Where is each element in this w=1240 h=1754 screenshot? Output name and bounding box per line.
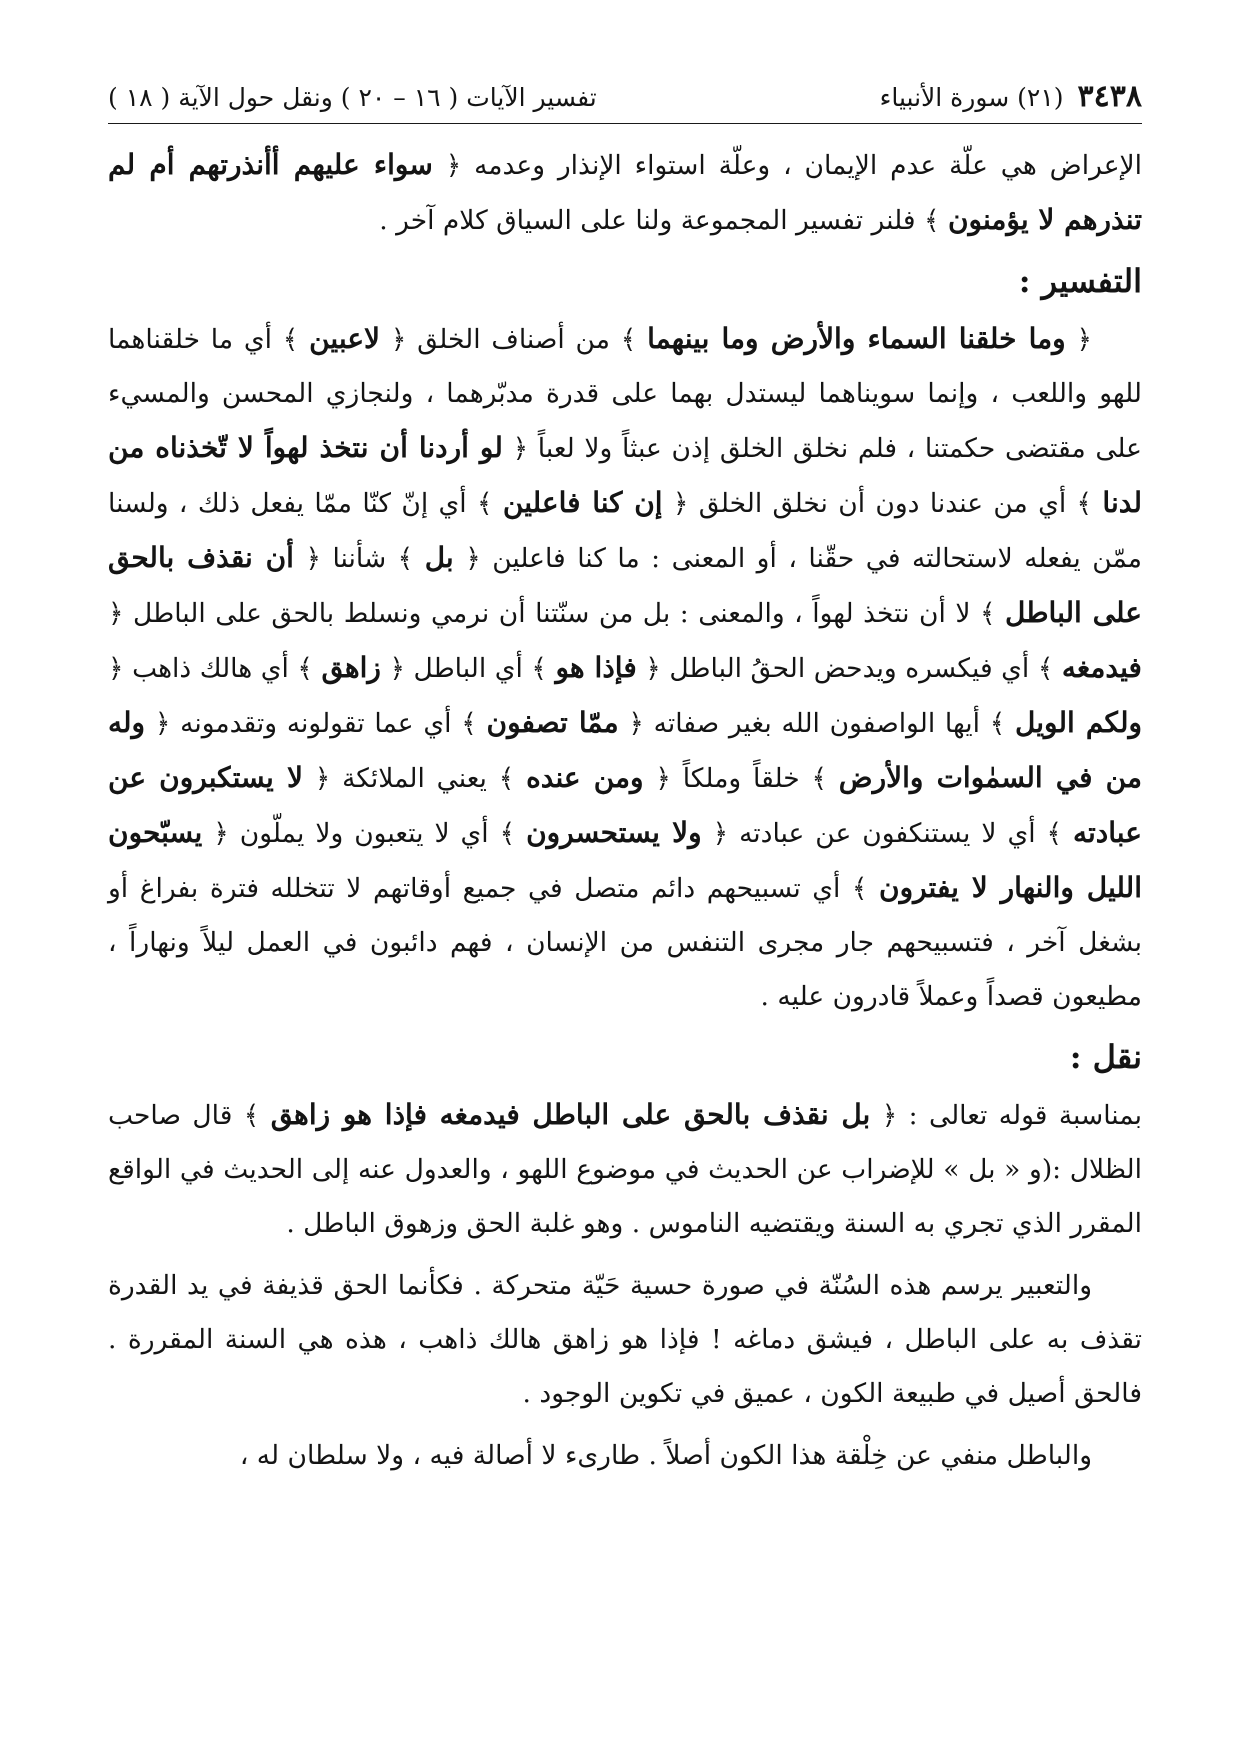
page-body bbox=[108, 138, 1142, 1483]
running-header bbox=[108, 78, 1142, 124]
naql-heading: نقل : bbox=[1069, 1038, 1142, 1076]
verse-quote: ممّا تصفون bbox=[486, 706, 619, 739]
commentary-text: ﴾ أي لا يتعبون ولا يملّون ﴿ bbox=[213, 818, 516, 849]
verse-quote: ولكم الويل bbox=[1015, 706, 1143, 739]
intro-verse: سواء عليهم أأنذرتهم أم لم تنذرهم لا يؤمنون bbox=[108, 148, 1142, 236]
commentary-text: ﴾ أي إنّ كنّا ممّا يفعل ذلك ، ولسنا ممّن يفعله لاستحالته في حقّنا ، أو المعنى : ما كنا فاعلين ﴿ bbox=[108, 488, 1142, 574]
tafsir-heading: التفسير : bbox=[1018, 262, 1142, 300]
commentary-text: ﴾ أي تسبيحهم دائم متصل في جميع أوقاتهم لا تتخلله فترة بفراغ أو بشغل آخر ، فتسبيحهم جار مجرى التنفس من الإنسان ، فهم دائبون في العمل ليلاً ونهاراً ، مطيعون قصداً وعملاً قادرون عليه . bbox=[108, 873, 1142, 1012]
verse-quote: وما خلقنا السماء والأرض وما بينهما bbox=[647, 322, 1066, 355]
commentary-text: ﴾ يعني الملائكة ﴿ bbox=[314, 763, 515, 794]
commentary-text: ﴾ خلقاً وملكاً ﴿ bbox=[655, 763, 827, 794]
header-left-group bbox=[880, 78, 1142, 117]
verse-quote: ومن عنده bbox=[526, 761, 644, 794]
section-title: تفسير الآيات ( ١٦ – ٢٠ ) ونقل حول الآية ( ١٨ ) bbox=[108, 83, 597, 112]
verse-quote: ولا يستحسرون bbox=[526, 816, 702, 849]
commentary-text: ﴾ أي فيكسره ويدحض الحقُ الباطل ﴿ bbox=[645, 653, 1054, 684]
commentary-text: ﴾ من أصناف الخلق ﴿ bbox=[390, 324, 637, 355]
verse-quote: لو أردنا أن نتخذ لهواً لا تّخذناه من لدنا bbox=[108, 431, 1142, 519]
tafsir-paragraph bbox=[108, 312, 1142, 1024]
verse-quote: زاهق bbox=[321, 651, 381, 684]
naql-paragraph-1 bbox=[108, 1088, 1142, 1251]
commentary-text: ﴾ أي هالك ذاهب ﴿ bbox=[108, 653, 313, 684]
naql-verse: بل نقذف بالحق على الباطل فيدمغه فإذا هو زاهق bbox=[270, 1098, 871, 1131]
verse-quote: لا يستكبرون عن عبادته bbox=[108, 761, 1142, 849]
naql-text-2: ﴾ قال صاحب الظلال :(و « بل » للإضراب عن الحديث في موضوع اللهو ، والعدول عنه إلى الحديث في الواقع المقرر الذي تجري به السنة ويقتضيه الناموس . وهو غلبة الحق وزهوق الباطل . bbox=[108, 1100, 1142, 1239]
commentary-text: ﴾ أيها الواصفون الله بغير صفاته ﴿ bbox=[628, 708, 1006, 739]
commentary-text: ﴾ لا أن نتخذ لهواً ، والمعنى : بل من سنّتنا أن نرمي ونسلط بالحق على الباطل ﴿ bbox=[108, 598, 996, 629]
verse-quote: لاعبين bbox=[309, 322, 380, 355]
commentary-text: ﴾ أي عما تقولونه وتقدمونه ﴿ bbox=[154, 708, 477, 739]
verse-quote: فإذا هو bbox=[555, 651, 637, 684]
commentary-text: ﴾ أي من عندنا دون أن نخلق الخلق ﴿ bbox=[672, 488, 1093, 519]
intro-paragraph bbox=[108, 138, 1142, 248]
commentary-text: ﴾ أي لا يستنكفون عن عبادته ﴿ bbox=[712, 818, 1063, 849]
commentary-text: ﴾ شأننا ﴿ bbox=[305, 543, 414, 574]
naql-paragraph-3: والباطل منفي عن خِلْقة هذا الكون أصلاً . طارىء لا أصالة فيه ، ولا سلطان له ، bbox=[239, 1440, 1092, 1471]
page-number: ٣٤٣٨ bbox=[1077, 79, 1142, 114]
naql-text-1: بمناسبة قوله تعالى : ﴿ bbox=[881, 1100, 1142, 1131]
naql-paragraph-2: والتعبير يرسم هذه السُنّة في صورة حسية حَيّة متحركة . فكأنما الحق قذيفة في يد القدرة تقذف به على الباطل ، فيشق دماغه ! فإذا هو زاهق هالك ذاهب ، هذه هي السنة المقررة . فالحق أصيل في طبيعة الكون ، عميق في تكوين الوجود . bbox=[108, 1270, 1142, 1409]
commentary-text: ﴾ أي الباطل ﴿ bbox=[389, 653, 547, 684]
verse-quote: إن كنا فاعلين bbox=[502, 486, 663, 519]
verse-quote: أن نقذف بالحق على الباطل bbox=[108, 541, 1142, 629]
verse-quote: يسبّحون الليل والنهار لا يفترون bbox=[108, 816, 1142, 904]
verse-quote: بل bbox=[424, 541, 454, 574]
verse-quote: فيدمغه bbox=[1061, 651, 1142, 684]
sura-title: (٢١) سورة الأنبياء bbox=[879, 83, 1064, 112]
book-page bbox=[108, 78, 1142, 1483]
intro-text-1: الإعراض هي علّة عدم الإيمان ، وعلّة استواء الإنذار وعدمه ﴿ bbox=[445, 150, 1142, 181]
verse-quote: وله من في السمٰوات والأرض bbox=[108, 706, 1142, 794]
commentary-text: ﴿ bbox=[1076, 324, 1092, 355]
intro-text-2: ﴾ فلنر تفسير المجموعة ولنا على السياق كلام آخر . bbox=[379, 205, 940, 236]
commentary-text: ﴾ أي ما خلقناهما للهو واللعب ، وإنما سويناهما ليستدل بهما على قدرة مدبّرهما ، ولنجازي المحسن والمسيء على مقتضى حكمتنا ، فلم نخلق الخلق إذن عبثاً ولا لعباً ﴿ bbox=[108, 324, 1142, 464]
